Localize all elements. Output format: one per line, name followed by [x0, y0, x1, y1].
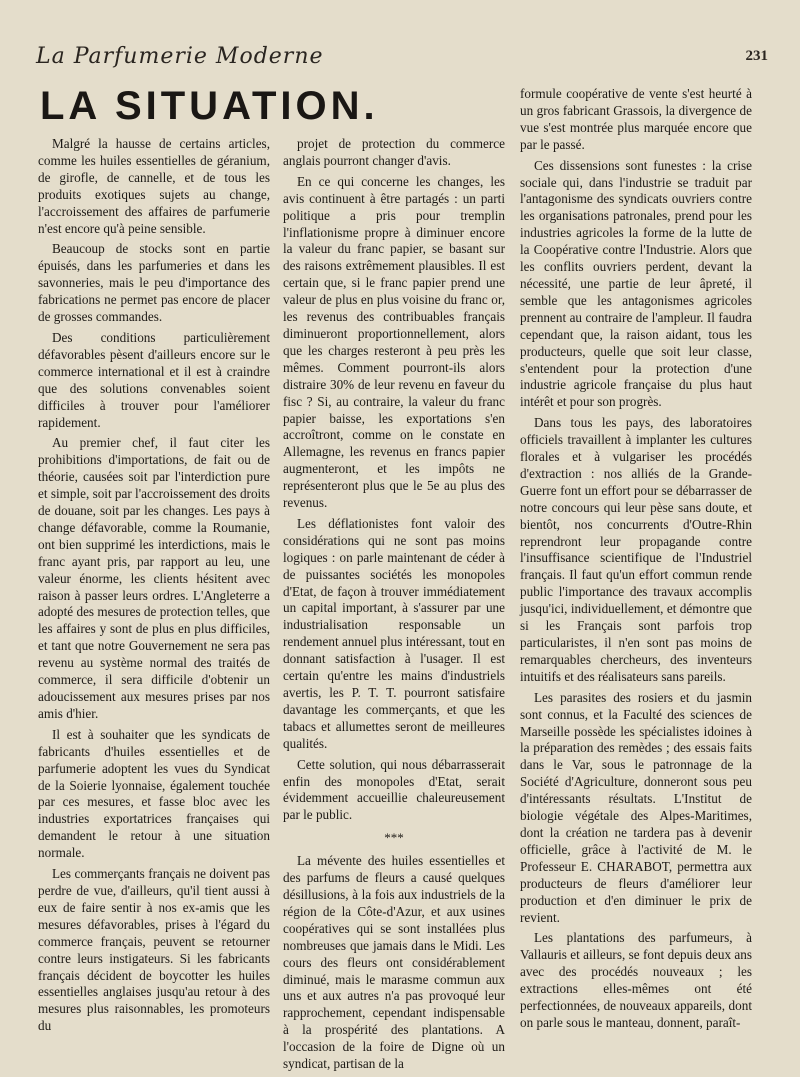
section-separator: *** — [384, 830, 404, 846]
paragraph: Il est à souhaiter que les syndicats de fabricants d'huiles essentielles et de parfumerie adoptent les vues du Syndicat de la Soierie lyonnaise, également touchée par ces mesures, et fasse bloc avec les industries exportatrices françaises qui demandent le retour à une situation normale. — [38, 726, 270, 861]
text-column-2 — [283, 136, 505, 1077]
paragraph: Malgré la hausse de certains articles, comme les huiles essentielles de géranium, de girofle, de cannelle, et de tous les produits exotiques sujets au change, l'accroissement des affaires de parfumerie n'est encore qu'à peine sensible. — [38, 136, 270, 236]
article-title: LA SITUATION. — [40, 84, 379, 128]
text-column-1 — [38, 136, 270, 1039]
paragraph: Dans tous les pays, des laboratoires officiels travaillent à implanter les cultures florales et à vulgariser les procédés d'extraction : nos alliés de la Grande-Guerre font un effort pour se débarrasser de notre concours qui leur pèse sans doute, et bientôt, nos concurrents d'Outre-Rhin reprendront leur propagande contre l'insuffisance scientifique de l'Industriel français. Il faut qu'un effort commun rende public l'importance des travaux accomplis jusqu'ici, individuellement, et démontre que si les Français sont parfois trop particularistes, il n'en sont pas moins de remarquables chercheurs, des inventeurs intuitifs et des réalisateurs sans pareils. — [520, 415, 752, 684]
paragraph: Cette solution, qui nous débarrasserait enfin des monopoles d'Etat, serait évidemment accueillie chaleureusement par le public. — [283, 756, 505, 823]
paragraph: Les commerçants français ne doivent pas perdre de vue, d'ailleurs, qu'il tient aussi à eux de faire sentir à nos ex-amis que les mesures défavorables, prises à l'égard du commerce français, peuvent se retourner contre leurs instigateurs. Si les fabricants français décident de boycotter les huiles essentielles anglaises jusqu'au retour à des mesures plus raisonnables, les promoteurs du — [38, 866, 270, 1034]
paragraph: La mévente des huiles essentielles et des parfums de fleurs a causé quelques désillusions, à la fois aux industriels de la région de la Côte-d'Azur, et aux usines coopératives qui se sont installées plus nombreuses que jamais dans le Midi. Les cours des fleurs ont considérablement diminué, mais le marasme commun aux uns et aux autres n'a pas provoqué leur rapprochement, cependant indispensable à la prospérité des plantations. A l'occasion de la foire de Digne où un syndicat, partisan de la — [283, 853, 505, 1072]
paragraph: projet de protection du commerce anglais pourront changer d'avis. — [283, 136, 505, 168]
paragraph: Les parasites des rosiers et du jasmin sont connus, et la Faculté des sciences de Marseille possède les spécialistes idoines à la préparation des remèdes ; des essais faits dans le Var, sous le patronnage de la Société d'Agriculture, donneront sous peu d'intéressants résultats. L'Institut de biologie végétale des Alpes-Maritimes, dont la création ne tardera pas à devenir officielle, grâce à l'activité de M. le Professeur E. CHARABOT, permettra aux producteurs de fleurs d'améliorer leur production et d'en diminuer le prix de revient. — [520, 689, 752, 925]
paragraph: formule coopérative de vente s'est heurté à un gros fabricant Grassois, la divergence de vue s'est montrée plus marquée encore que par le passé. — [520, 86, 752, 152]
paragraph: Des conditions particulièrement défavorables pèsent d'ailleurs encore sur le commerce international et il est à craindre que des solutions convenables soient difficiles à trouver pour l'améliorer rapidement. — [38, 329, 270, 430]
text-column-3 — [520, 86, 752, 1036]
paragraph: Les déflationistes font valoir des considérations qui ne sont pas moins logiques : on parle maintenant de céder à de puissantes sociétés les monopoles d'Etat, de façon à trouver immédiatement un capital important, à s'assurer par une industrialisation responsable un rendement annuel plus intéressant, tout en donnant satisfaction à l'usager. Il est certain qu'entre les mains d'industriels avertis, les P. T. T. pourront satisfaire davantage les commerçants, et que les tabacs et allumettes seront de meilleures qualités. — [283, 515, 505, 751]
paragraph: Les plantations des parfumeurs, à Vallauris et ailleurs, se font depuis deux ans avec des procédés nouveaux ; les extractions elles-mêmes ont été perfectionnées, de nouveaux appareils, dont on parle sous le manteau, donnent, paraît- — [520, 930, 752, 1030]
journal-title: La Parfumerie Moderne — [36, 44, 324, 69]
paragraph: Beaucoup de stocks sont en partie épuisés, dans les parfumeries et dans les savonneries, mais le peu d'importance des fabrications ne permet pas encore de placer de grosses commandes. — [38, 241, 270, 325]
page-number: 231 — [745, 48, 768, 64]
paragraph: Au premier chef, il faut citer les prohibitions d'importations, de fait ou de théorie, causées soit par l'interdiction pure et simple, soit par l'accroissement des droits de douane, soit par les changes. Les pays à change défavorable, comme la Roumanie, ont bien supprimé les interdictions, mais le franc ayant pris, par rapport au leu, une valeur énorme, les clients hésitent avec raison à passer leurs ordres. L'Angleterre a adopté des mesures de protection telles, que les affaires y sont de plus en plus difficiles, et tant que notre Gouvernement ne sera pas revenu au système normal des traités de commerce, il sera difficile d'obtenir un adoucissement aux mesures prises par nos amis d'hier. — [38, 435, 271, 721]
paragraph: En ce qui concerne les changes, les avis continuent à être partagés : un parti politique a pris pour tremplin l'inflationisme propre à diminuer encore la valeur du franc papier, se basant sur des raisons extrêmement plausibles. Il est certain que, si le franc papier prend une valeur de plus en plus voisine du franc or, les revenus des contribuables français diminueront proportionnellement, alors que les charges resteront à peu près les mêmes. Comment pourront-ils alors distraire 30% de leur revenu en faveur du fisc ? Si, au contraire, la valeur du franc papier baisse, les exportations s'en accroîtront, comme on le constate en Allemagne, les revenus en francs papier augmenteront, et les impôts ne représenteront plus que le 5e au plus des revenus. — [283, 173, 505, 511]
paragraph: Ces dissensions sont funestes : la crise sociale qui, dans l'industrie se traduit par l'antagonisme des syndicats ouvriers contre les organisations patronales, prend pour les industries agricoles la forme de la lutte de la Coopérative contre l'Industrie. Alors que les conflits ouvriers perdent, devant la nécessité, une partie de leur âpreté, il semble que les antagonismes agricoles prennent au contraire de l'ampleur. Il faudra cependant que, la raison aidant, tous les producteurs, quelle que soit leur classe, s'entendent pour la protection d'une industrie agricole française du plus haut intérêt et pour son progrès. — [520, 157, 752, 410]
